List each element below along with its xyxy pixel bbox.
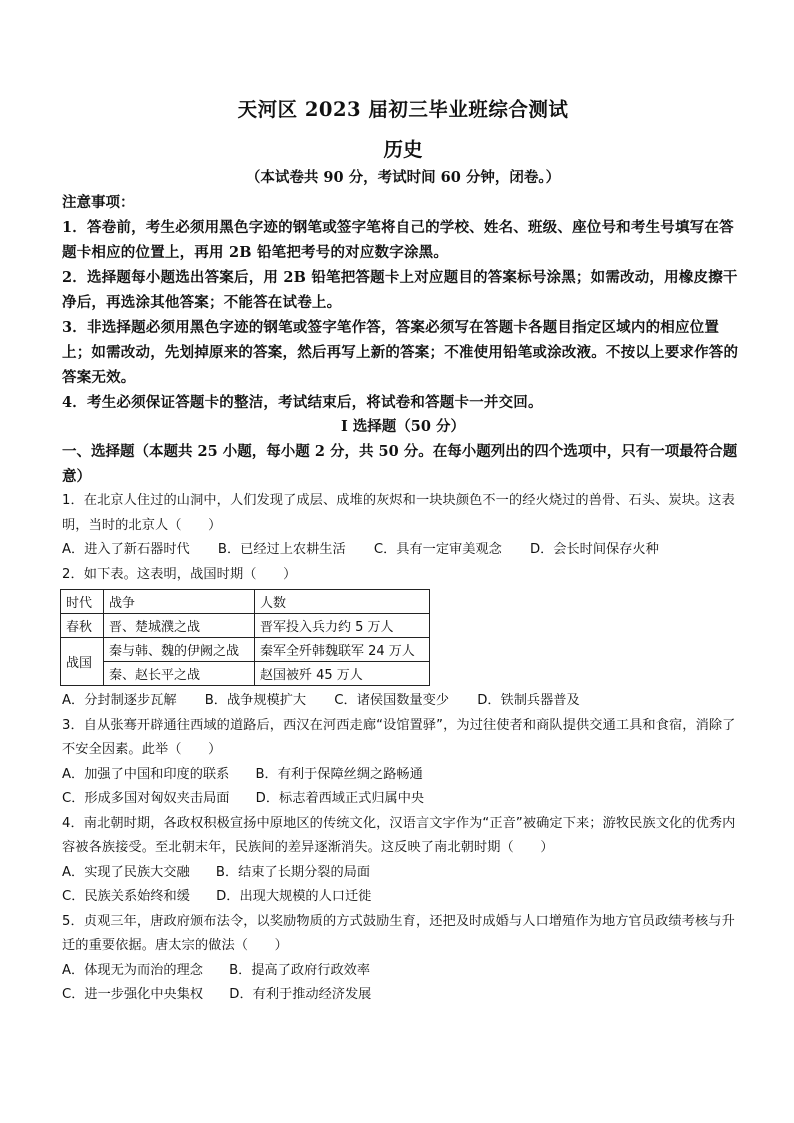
part-heading: 一、选择题（本题共 25 小题，每小题 2 分，共 50 分。在每小题列出的四个选项中，只有一项最符合题意） xyxy=(62,443,738,485)
option-d: D．铁制兵器普及 xyxy=(477,693,580,708)
options-row xyxy=(62,763,744,788)
table-row xyxy=(61,662,430,686)
question-stem: 1．在北京人住过的山洞中，人们发现了成层、成堆的灰烬和一块块颜色不一的经火烧过的兽骨、石头、炭块。这表明，当时的北京人（ ） xyxy=(62,493,735,533)
table-header-row xyxy=(61,590,430,614)
note-item: 4．考生必须保证答题卡的整洁，考试结束后，将试卷和答题卡一并交回。 xyxy=(62,394,543,411)
option-a: A．加强了中国和印度的联系 xyxy=(62,766,230,782)
table-cell-number: 晋军投入兵力约 5 万人 xyxy=(255,614,430,638)
option-b: B．已经过上农耕生活 xyxy=(217,542,346,557)
options-row xyxy=(62,983,744,1008)
option-a: A．进入了新石器时代 xyxy=(62,542,190,557)
table-row xyxy=(61,638,430,662)
option-a: A．分封制逐步瓦解 xyxy=(62,693,177,708)
exam-page xyxy=(62,96,744,1008)
table-cell-number: 秦军全歼韩魏联军 24 万人 xyxy=(255,638,430,662)
option-d: D．有利于推动经济发展 xyxy=(229,987,372,1002)
options-row xyxy=(62,689,744,714)
note-item: 1．答卷前，考生必须用黑色字迹的钢笔或签字笔将自己的学校、姓名、班级、座位号和考生号填写在答题卡相应的位置上，再用 2B 铅笔把考号的对应数字涂黑。 xyxy=(62,219,734,261)
table-cell-era: 战国 xyxy=(61,638,104,686)
option-c: C．诸侯国数量变少 xyxy=(334,693,450,708)
option-b: B．战争规模扩大 xyxy=(204,693,307,708)
table-cell-era: 春秋 xyxy=(61,614,104,638)
option-c: C．形成多国对匈奴夹击局面 xyxy=(62,791,230,806)
options-row xyxy=(62,959,744,984)
question-stem: 5．贞观三年，唐政府颁布法令，以奖励物质的方式鼓励生育，还把及时成婚与人口增殖作为地方官员政绩考核与升迁的重要依据。唐太宗的做法（ ） xyxy=(62,913,735,953)
question-stem: 2．如下表。这表明，战国时期（ ） xyxy=(62,566,297,582)
exam-info: （本试卷共 90 分，考试时间 60 分钟，闭卷。） xyxy=(245,169,561,186)
option-b: B．提高了政府行政效率 xyxy=(229,962,371,978)
option-d: D．会长时间保存火种 xyxy=(529,542,659,557)
note-item: 2．选择题每小题选出答案后，用 2B 铅笔把答题卡上对应题目的答案标号涂黑；如需改动，用橡皮擦干净后，再选涂其他答案；不能答在试卷上。 xyxy=(62,269,738,311)
table-header-cell: 人数 xyxy=(255,590,430,614)
exam-title: 天河区 2023 届初三毕业班综合测试 xyxy=(237,98,569,121)
option-b: B．结束了长期分裂的局面 xyxy=(215,864,371,880)
option-d: D．出现大规模的人口迁徙 xyxy=(216,889,372,904)
option-b: B．有利于保障丝绸之路畅通 xyxy=(255,766,423,782)
option-a: A．体现无为而治的理念 xyxy=(62,962,203,978)
table-cell-battle: 秦、赵长平之战 xyxy=(104,662,255,686)
options-row xyxy=(62,861,744,886)
option-d: D．标志着西域正式归属中央 xyxy=(255,791,425,806)
option-c: C．进一步强化中央集权 xyxy=(62,987,204,1002)
option-c: C．具有一定审美观念 xyxy=(373,542,502,557)
table-header-cell: 战争 xyxy=(104,590,255,614)
table-cell-number: 赵国被歼 45 万人 xyxy=(255,662,430,686)
war-table xyxy=(60,589,430,686)
note-item: 3．非选择题必须用黑色字迹的钢笔或签字笔作答，答案必须写在答题卡各题目指定区域内的相应位置上；如需改动，先划掉原来的答案，然后再写上新的答案；不准使用铅笔或涂改液。不按以上要求作答的答案无效。 xyxy=(62,319,739,386)
option-a: A．实现了民族大交融 xyxy=(62,864,190,880)
option-c: C．民族关系始终和缓 xyxy=(62,889,190,904)
subject-title: 历史 xyxy=(383,138,423,161)
question-stem: 3．自从张骞开辟通往西域的道路后，西汉在河西走廊“设馆置驿”，为过往使者和商队提供交通工具和食宿，消除了不安全因素。此举（ ） xyxy=(62,717,736,757)
options-row xyxy=(62,538,744,563)
table-cell-battle: 秦与韩、魏的伊阙之战 xyxy=(104,638,255,662)
question-stem: 4．南北朝时期，各政权积极宣扬中原地区的传统文化，汉语言文字作为“正音”被确定下来；游牧民族文化的优秀内容被各族接受。至北朝末年，民族间的差异逐渐消失。这反映了南北朝时期（ ） xyxy=(62,815,736,855)
section-title: I 选择题（50 分） xyxy=(340,418,466,435)
notes-heading: 注意事项： xyxy=(62,194,135,211)
table-header-cell: 时代 xyxy=(61,590,104,614)
options-row xyxy=(62,885,744,910)
options-row xyxy=(62,787,744,812)
table-row xyxy=(61,614,430,638)
table-cell-battle: 晋、楚城濮之战 xyxy=(104,614,255,638)
